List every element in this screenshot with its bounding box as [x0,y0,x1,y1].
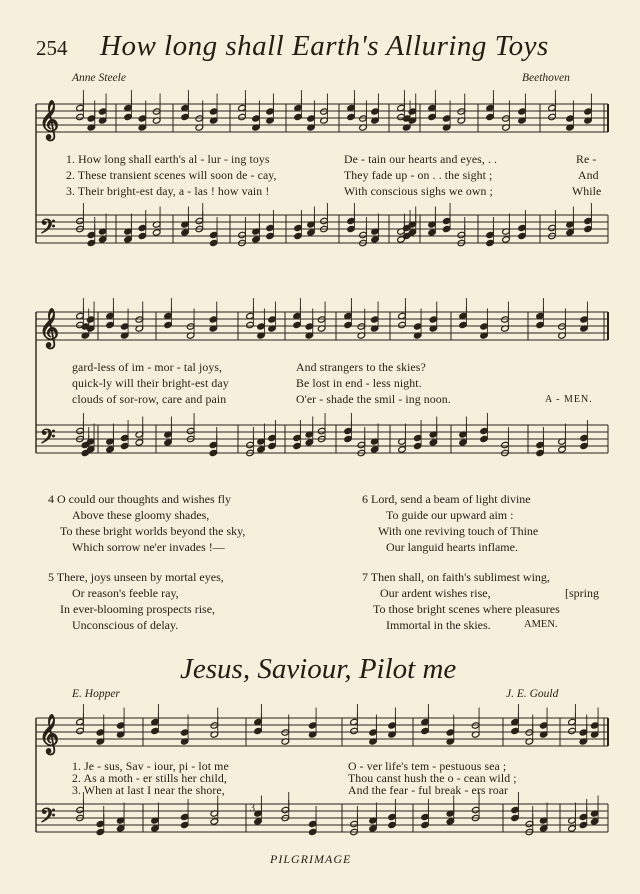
hymn1-title: How long shall Earth's Alluring Toys [100,30,549,62]
verse7-line3: To those bright scenes where pleasures [373,602,560,616]
verse7-amen: AMEN. [524,619,558,630]
h1-s1-line2: 2. These transient scenes will soon de - cay, [66,168,277,182]
verse4-line1: 4 O could our thoughts and wishes fly [48,492,231,506]
hymn1-composer: Beethoven [522,72,570,84]
verse6-line3: With one reviving touch of Thine [378,524,539,538]
hymn2-title: Jesus, Saviour, Pilot me [180,653,457,685]
h1-s2-mid2: Be lost in end - less night. [296,376,422,390]
verse7-line1: 7 Then shall, on faith's sublimest wing, [362,570,550,584]
hymn2-author: E. Hopper [72,688,120,700]
h2-line1-right: O - ver life's tem - pestuous sea ; [348,759,507,773]
h2-line3-left: 3. When at last I near the shore, [72,783,225,797]
verse5-line1: 5 There, joys unseen by mortal eyes, [48,570,224,584]
verse4-line4: Which sorrow ne'er invades !— [72,540,225,554]
svg-text:𝄞: 𝄞 [39,308,60,348]
h1-s2-line2: quick-ly will their bright-est day [72,376,229,390]
verse5-line3: In ever-blooming prospects rise, [60,602,216,616]
h1-s1-line1: 1. How long shall earth's al - lur - ing toys [66,152,270,166]
verse6-line4: Our languid hearts inflame. [386,540,518,554]
verse5-line2: Or reason's feeble ray, [72,586,179,600]
h1-s1-mid1: De - tain our hearts and eyes, . . [344,152,498,166]
h1-s2-line1: gard-less of im - mor - tal joys, [72,360,223,374]
hymn2-composer: J. E. Gould [506,688,559,700]
h2-line2-left: 2. As a moth - er stills her child, [72,771,227,785]
h1-s1-end2: And [578,168,599,182]
verse4-line3: To these bright worlds beyond the sky, [60,524,246,538]
verse4-line2: Above these gloomy shades, [72,508,210,522]
verse7-line2: Our ardent wishes rise, [380,586,491,600]
h1-s1-end3: While [572,184,602,198]
triplet-mark: 3 [250,803,255,814]
svg-text:𝄢: 𝄢 [40,425,56,453]
svg-text:𝄞: 𝄞 [39,100,60,140]
verse6-line2: To guide our upward aim : [386,508,514,522]
verse5-line4: Unconscious of delay. [72,618,179,632]
tune-name: PILGRIMAGE [270,852,352,866]
h1-s1-mid2: They fade up - on . . the sight ; [344,168,493,182]
h1-s1-line3: 3. Their bright-est day, a - las ! how vain ! [66,184,270,198]
h2-line1-left: 1. Je - sus, Sav - iour, pi - lot me [72,759,229,773]
svg-text:𝄢: 𝄢 [40,804,56,832]
verse7-overflow: [spring [565,586,599,600]
h1-s2-line3: clouds of sor-row, care and pain [72,392,227,406]
hymn1-author: Anne Steele [72,72,126,84]
svg-text:𝄞: 𝄞 [39,714,60,754]
verse6-line1: 6 Lord, send a beam of light divine [362,492,531,506]
h1-amen: A - MEN. [545,394,593,405]
h1-s1-mid3: With conscious sighs we own ; [344,184,493,198]
h1-s2-mid3: O'er - shade the smil - ing noon. [296,392,451,406]
h2-line2-right: Thou canst hush the o - cean wild ; [348,771,517,785]
h2-line3-right: And the fear - ful break - ers roar [348,783,509,797]
h1-s1-end1: Re - [576,152,597,166]
svg-text:𝄢: 𝄢 [40,215,56,243]
page-number: 254 [36,36,68,60]
verse7-line4: Immortal in the skies. [386,618,491,632]
h1-s2-mid1: And strangers to the skies? [296,360,426,374]
